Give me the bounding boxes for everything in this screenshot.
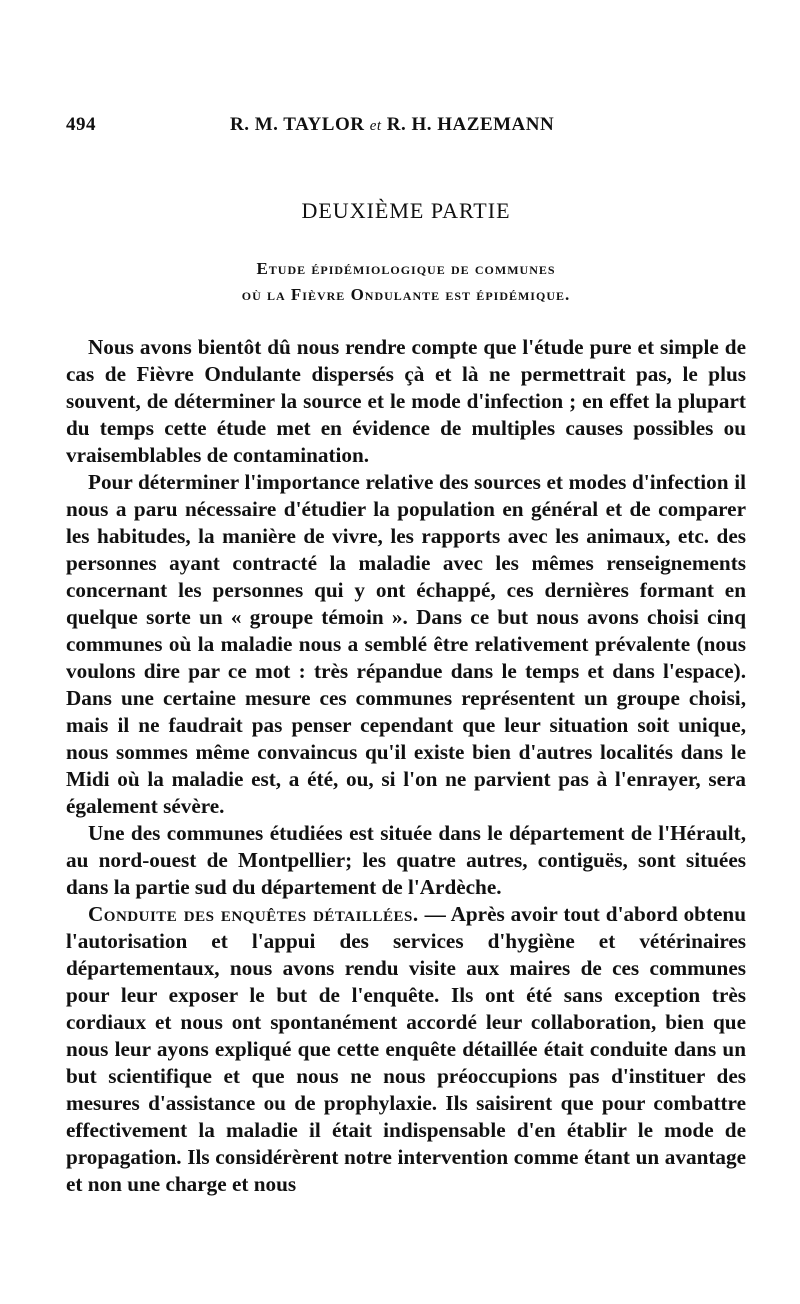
paragraph-4 <box>66 901 746 1198</box>
running-header <box>66 108 746 148</box>
paragraph-heading: Conduite des enquêtes détaillées. <box>88 902 419 926</box>
running-header-authors <box>230 114 554 136</box>
section-title <box>66 256 746 308</box>
author-conjunction: et <box>369 118 382 134</box>
paragraph-2: Pour déterminer l'importance relative des sources et modes d'infection il nous a paru nécessaire d'étudier la population en général et de comparer les habitudes, la manière de vivre, les rapports avec les animaux, etc. des personnes ayant contracté la maladie avec les mêmes renseignements concernant les personnes qui y ont échappé, ces dernières formant en quelque sorte un « groupe témoin ». Dans ce but nous avons choisi cinq communes où la maladie nous a semblé être relativement prévalente (nous voulons dire par ce mot : très répandue dans le temps et dans l'espace). Dans une certaine mesure ces communes représentent un groupe choisi, mais il ne faudrait pas penser cependant que leur situation soit unique, nous sommes même convaincus qu'il existe bien d'autres localités dans le Midi où la maladie est, a été, ou, si l'on ne parvient pas à l'enrayer, sera également sévère. <box>66 470 746 818</box>
part-title: DEUXIÈME PARTIE <box>301 198 511 223</box>
paragraph-3: Une des communes étudiées est située dans le département de l'Hérault, au nord-ouest de Montpellier; les quatre autres, contiguës, sont situées dans la partie sud du département de l'Ardèche. <box>66 821 746 899</box>
paragraph-1: Nous avons bientôt dû nous rendre compte que l'étude pure et simple de cas de Fièvre Ondulante dispersés çà et là ne permettrait pas, le plus souvent, de déterminer la source et le mode d'infection ; en effet la plupart du temps cette étude met en évidence de multiples causes possibles ou vraisemblables de contamination. <box>66 335 746 467</box>
section-title-line-2: où la Fièvre Ondulante est épidémique. <box>241 285 571 304</box>
page-number: 494 <box>66 114 96 135</box>
author-hazemann: R. H. HAZEMANN <box>386 114 555 135</box>
document-page <box>66 108 746 1198</box>
paragraph-4-text: — Après avoir tout d'abord obtenu l'autorisation et l'appui des services d'hygiène et vétérinaires départementaux, nous avons rendu visite aux maires de ces communes pour leur exposer le but de l'enquête. Ils ont été sans exception très cordiaux et nous ont spontanément accordé leur collaboration, bien que nous leur ayons expliqué que cette enquête détaillée était conduite dans un but scientifique et que nous ne nous préoccupions pas d'instituer des mesures d'assistance ou de prophylaxie. Ils saisirent que pour combattre effectivement la maladie il était indispensable d'en établir le mode de propagation. Ils considérèrent notre intervention comme étant un avantage et non une charge et nous <box>66 902 746 1196</box>
section-title-line-1: Etude épidémiologique de communes <box>256 259 556 278</box>
body-text <box>66 334 746 1198</box>
author-taylor: R. M. TAYLOR <box>230 114 365 135</box>
